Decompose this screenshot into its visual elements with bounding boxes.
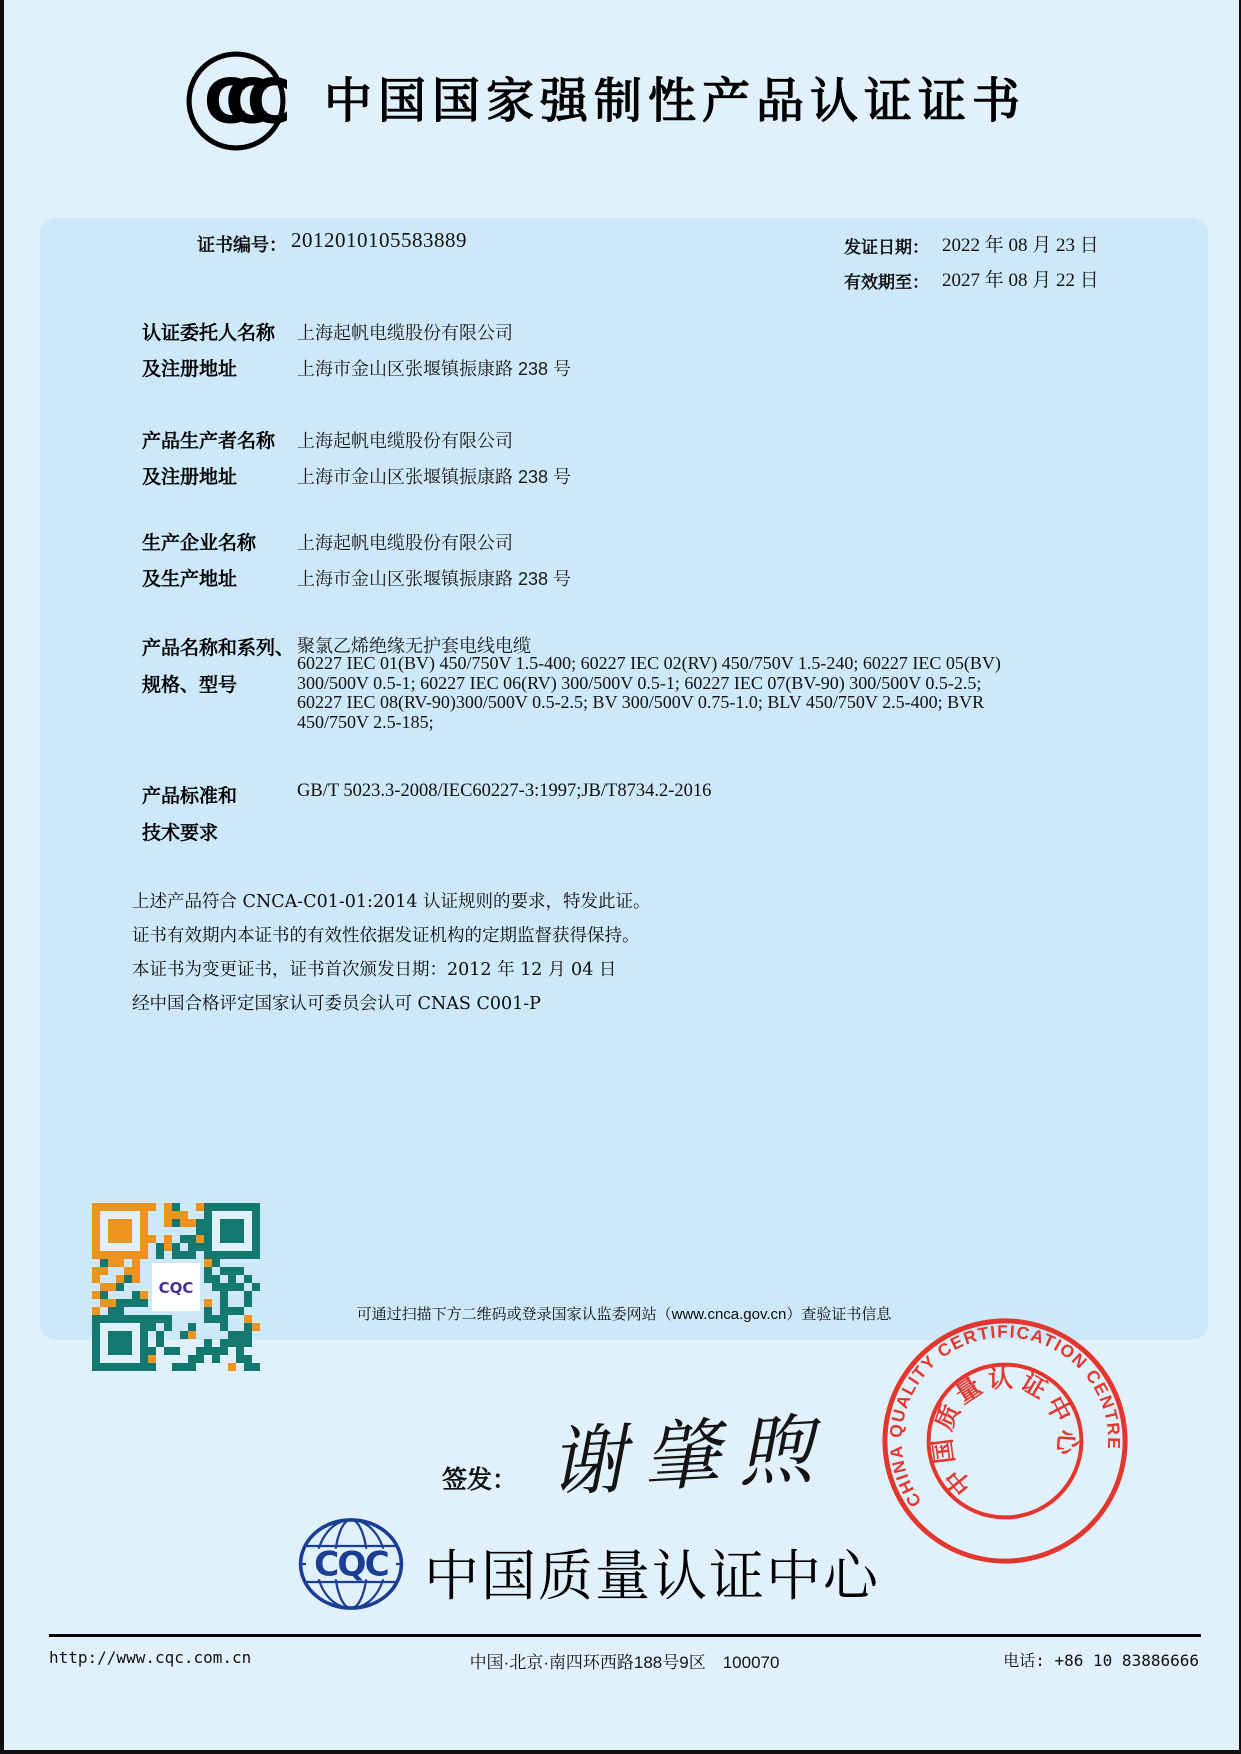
statements	[132, 885, 651, 1021]
ccc-mark-icon	[185, 50, 287, 152]
statement-line: 经中国合格评定国家认可委员会认可 CNAS C001-P	[132, 994, 541, 1014]
applicant-label-2: 及注册地址	[142, 359, 238, 380]
standard-label-1: 产品标准和	[142, 786, 238, 807]
producer-label-2: 及注册地址	[142, 467, 238, 488]
issue-date: 2022 年 08 月 23 日	[942, 235, 1099, 256]
product-label-1: 产品名称和系列、	[142, 638, 295, 659]
page-title: 中国国家强制性产品认证证书	[324, 75, 1027, 128]
cert-number: 2012010105583889	[291, 228, 467, 252]
producer-address: 上海市金山区张堰镇振康路 238 号	[297, 467, 572, 487]
org-name: 中国质量认证中心	[424, 1545, 881, 1607]
factory-name: 上海起帆电缆股份有限公司	[297, 533, 513, 553]
factory-label-2: 及生产地址	[142, 569, 238, 590]
svg-text:CCC: CCC	[203, 66, 269, 138]
standard-label-2: 技术要求	[142, 823, 219, 844]
sign-label: 签发：	[442, 1465, 518, 1494]
signature-handwriting: 谢肇煦	[547, 1403, 834, 1508]
product-specs	[297, 654, 1001, 732]
producer-name: 上海起帆电缆股份有限公司	[297, 431, 513, 451]
svg-text:CQC: CQC	[314, 1544, 388, 1585]
spec-line: 60227 IEC 01(BV) 450/750V 1.5-400; 60227 IEC 02(RV) 450/750V 1.5-240; 60227 IEC 05(BV)	[297, 653, 1001, 673]
statement-line: 证书有效期内本证书的有效性依据发证机构的定期监督获得保持。	[132, 926, 640, 946]
spec-line: 300/500V 0.5-1; 60227 IEC 06(RV) 300/500V 0.5-1; 60227 IEC 07(BV-90) 300/500V 0.5-2.5;	[297, 672, 982, 693]
cqc-globe-icon	[297, 1516, 405, 1612]
producer-label-1: 产品生产者名称	[142, 431, 276, 452]
spec-line: 450/750V 2.5-185;	[297, 711, 434, 732]
certificate-panel	[40, 218, 1208, 1340]
factory-label-1: 生产企业名称	[142, 533, 257, 554]
statement-line: 上述产品符合 CNCA-C01-01:2014 认证规则的要求，特发此证。	[132, 892, 651, 912]
valid-until-label: 有效期至：	[844, 273, 929, 293]
applicant-name: 上海起帆电缆股份有限公司	[297, 323, 513, 343]
footer-divider	[49, 1634, 1201, 1637]
issue-date-label: 发证日期：	[844, 238, 929, 258]
factory-address: 上海市金山区张堰镇振康路 238 号	[297, 569, 572, 589]
svg-text:CHINA QUALITY CERTIFICATION CE: CHINA QUALITY CERTIFICATION CENTRE	[885, 1321, 1125, 1511]
standard-value: GB/T 5023.3-2008/IEC60227-3:1997;JB/T8734.2-2016	[297, 781, 712, 801]
footer-address: 中国·北京·南四环西路188号9区 100070	[469, 1653, 780, 1672]
product-label-2: 规格、型号	[142, 675, 238, 696]
svg-text:中国质量认证中心: 中国质量认证中心	[927, 1363, 1083, 1501]
applicant-label-1: 认证委托人名称	[142, 323, 276, 344]
applicant-address: 上海市金山区张堰镇振康路 238 号	[297, 359, 572, 379]
product-name: 聚氯乙烯绝缘无护套电线电缆	[297, 636, 531, 656]
statement-line: 本证书为变更证书，证书首次颁发日期：2012 年 12 月 04 日	[132, 960, 617, 980]
cqc-red-seal	[876, 1312, 1134, 1570]
footer-website: http://www.cqc.com.cn	[49, 1648, 252, 1667]
valid-until: 2027 年 08 月 22 日	[942, 270, 1099, 291]
footer-phone: 电话: +86 10 83886666	[1003, 1651, 1199, 1670]
cert-number-label: 证书编号：	[197, 235, 287, 256]
spec-line: 60227 IEC 08(RV-90)300/500V 0.5-2.5; BV 300/500V 0.75-1.0; BLV 450/750V 2.5-400; BVR	[297, 692, 985, 712]
svg-text:CQC: CQC	[158, 1279, 194, 1297]
qr-code	[92, 1203, 260, 1371]
verify-note: 可通过扫描下方二维码或登录国家认监委网站（www.cnca.gov.cn）查验证书信息	[356, 1306, 892, 1323]
